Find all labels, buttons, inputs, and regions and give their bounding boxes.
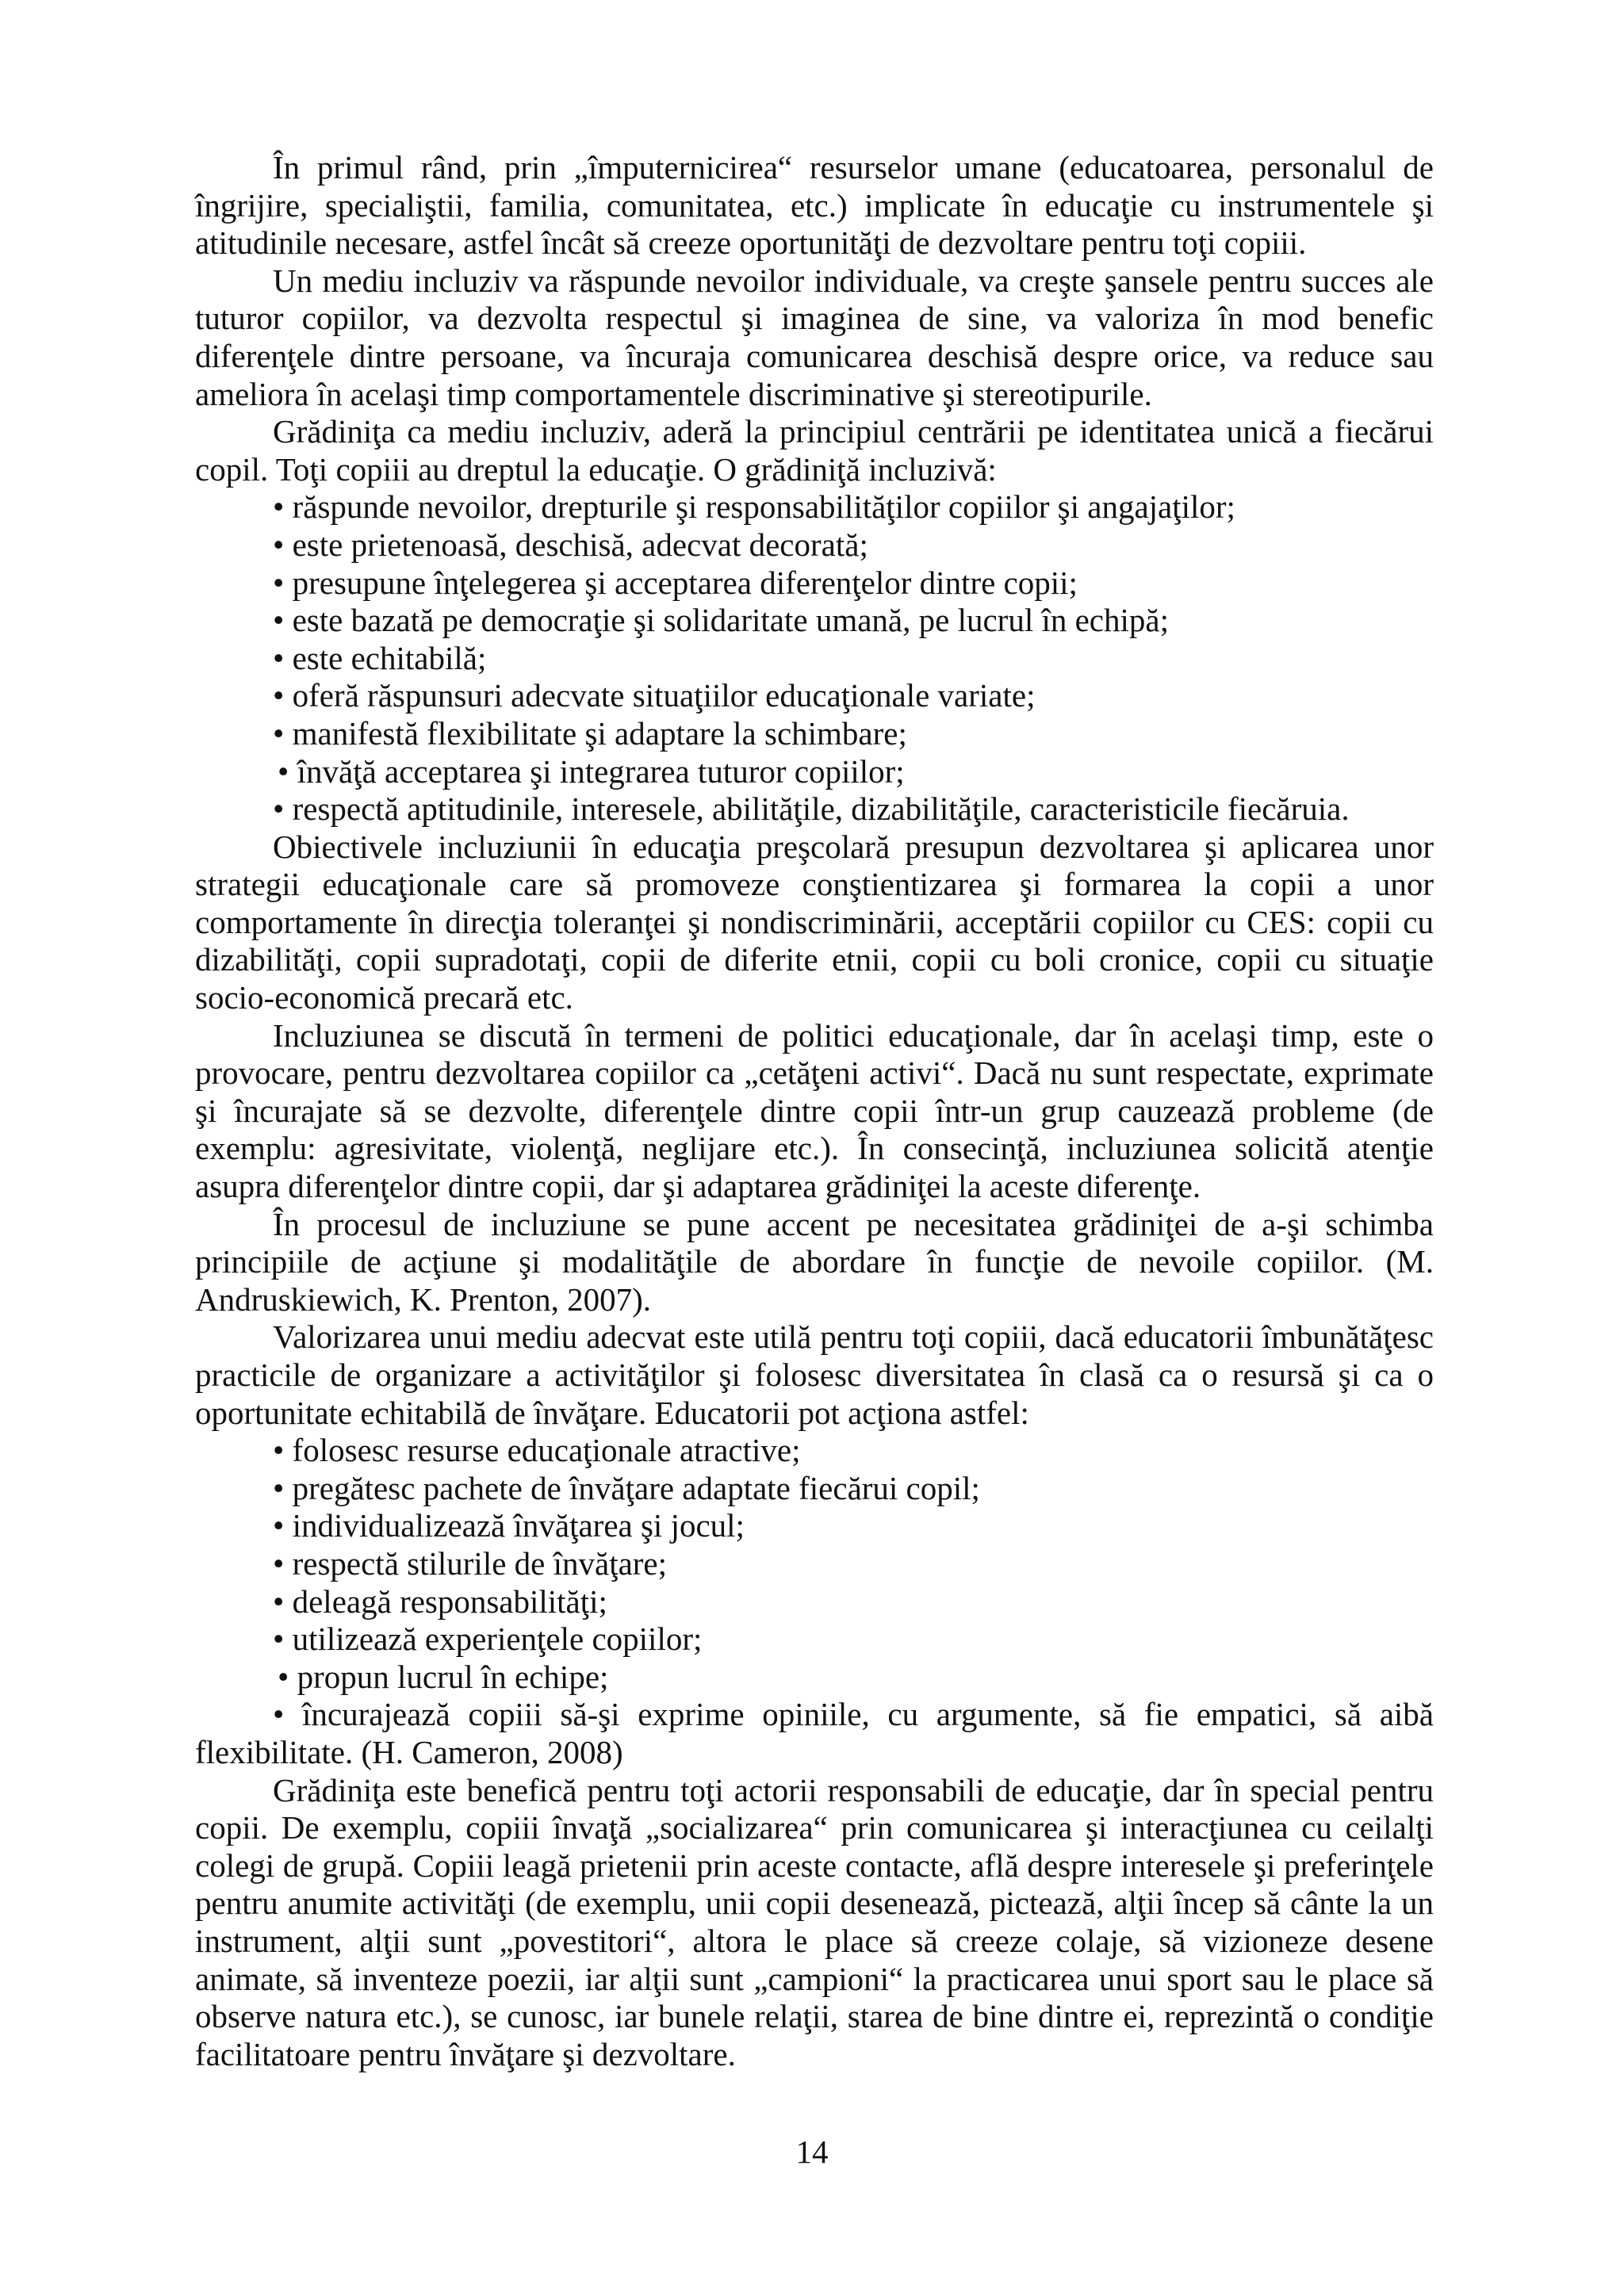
list-item: • respectă aptitudinile, interesele, abilităţile, dizabilităţile, caracteristicile fiecăruia.	[273, 790, 1350, 828]
list-item: • propun lucrul în echipe;	[278, 1658, 609, 1695]
list-item: • este echitabilă;	[273, 639, 487, 676]
paragraph: În procesul de incluziune se pune accent pe necesitatea grădiniţei de a-şi schimba principiile de acţiune şi modalităţile de abordare în funcţie de nevoile copiilor. (M. Andruskiewich, K. Prenton, 2007).	[195, 1205, 1434, 1318]
list-item: • manifestă flexibilitate şi adaptare la schimbare;	[273, 714, 907, 752]
paragraph: Valorizarea unui mediu adecvat este utilă pentru toţi copiii, dacă educatorii îmbunătăţesc practicile de organizare a activităţilor şi folosesc diversitatea în clasă ca o resursă şi ca o oportunitate echitabilă de învăţare. Educatorii pot acţiona astfel:	[195, 1318, 1434, 1431]
list-item: • învăţă acceptarea şi integrarea tuturor copiilor;	[278, 752, 905, 790]
list-item: • răspunde nevoilor, drepturile şi responsabilităţilor copiilor şi angajaţilor;	[273, 488, 1235, 526]
paragraph: Un mediu incluziv va răspunde nevoilor individuale, va creşte şansele pentru succes ale tuturor copiilor, va dezvolta respectul şi imaginea de sine, va valoriza în mod benefic diferenţele dintre persoane, va încuraja comunicarea deschisă despre orice, va reduce sau ameliora în acelaşi timp comportamentele discriminative şi stereotipurile.	[195, 262, 1434, 412]
paragraph: În primul rând, prin „împuternicirea“ resurselor umane (educatoarea, personalul de îngrijire, specialiştii, familia, comunitatea, etc.) implicate în educaţie cu instrumentele şi atitudinile necesare, astfel încât să creeze oportunităţi de dezvoltare pentru toţi copiii.	[195, 149, 1434, 262]
paragraph: Incluziunea se discută în termeni de politici educaţionale, dar în acelaşi timp, este o provocare, pentru dezvoltarea copiilor ca „cetăţeni activi“. Dacă nu sunt respectate, exprimate şi încurajate să se dezvolte, diferenţele dintre copii într-un grup cauzează probleme (de exemplu: agresivitate, violenţă, neglijare etc.). În consecinţă, incluziunea solicită atenţie asupra diferenţelor dintre copii, dar şi adaptarea grădiniţei la aceste diferenţe.	[195, 1016, 1434, 1205]
page-number: 14	[795, 2133, 829, 2170]
list-item: • respectă stilurile de învăţare;	[273, 1544, 668, 1582]
list-item: • este prietenoasă, deschisă, adecvat decorată;	[273, 526, 868, 563]
list-item: • oferă răspunsuri adecvate situaţiilor educaţionale variate;	[273, 677, 1036, 714]
list-item: • presupune înţelegerea şi acceptarea diferenţelor dintre copii;	[273, 564, 1078, 601]
paragraph: Obiectivele incluziunii în educaţia preşcolară presupun dezvoltarea şi aplicarea unor strategii educaţionale care să promoveze conştientizarea şi formarea la copii a unor comportamente în direcţia toleranţei şi nondiscriminării, acceptării copiilor cu CES: copii cu dizabilităţi, copii supradotaţi, copii de diferite etnii, copii cu boli cronice, copii cu situaţie socio-economică precară etc.	[195, 828, 1434, 1016]
list-item: • deleagă responsabilităţi;	[273, 1582, 607, 1620]
educator-actions-list	[195, 1432, 1434, 1696]
paragraph: Grădiniţa este benefică pentru toţi actorii responsabili de educaţie, dar în special pentru copii. De exemplu, copiii învaţă „socializarea“ prin comunicarea şi interacţiunea cu ceilalţi colegi de grupă. Copiii leagă prietenii prin aceste contacte, află despre interesele şi preferinţele pentru anumite activităţi (de exemplu, unii copii desenează, pictează, alţii încep să cânte la un instrument, alţii sunt „povestitori“, altora le place să creeze colaje, să vizioneze desene animate, să inventeze poezii, iar alţii sunt „campioni“ la practicarea unui sport sau le place să observe natura etc.), se cunosc, iar bunele relaţii, starea de bine dintre ei, reprezintă o condiţie facilitatoare pentru învăţare şi dezvoltare.	[195, 1771, 1434, 2072]
paragraph: Grădiniţa ca mediu incluziv, aderă la principiul centrării pe identitatea unică a fiecărui copil. Toţi copiii au dreptul la educaţie. O grădiniţă incluzivă:	[195, 413, 1434, 488]
list-item: • individualizează învăţarea şi jocul;	[273, 1507, 745, 1544]
inclusive-kindergarten-list	[195, 488, 1434, 828]
list-item: • utilizează experienţele copiilor;	[273, 1621, 703, 1658]
list-item: • este bazată pe democraţie şi solidaritate umană, pe lucrul în echipă;	[273, 602, 1169, 639]
list-item: • folosesc resurse educaţionale atractive;	[273, 1432, 801, 1469]
list-item: • pregătesc pachete de învăţare adaptate fiecărui copil;	[273, 1469, 980, 1506]
page-body	[195, 149, 1434, 2073]
paragraph: • încurajează copiii să-şi exprime opiniile, cu argumente, să fie empatici, să aibă flexibilitate. (H. Cameron, 2008)	[195, 1696, 1434, 1770]
